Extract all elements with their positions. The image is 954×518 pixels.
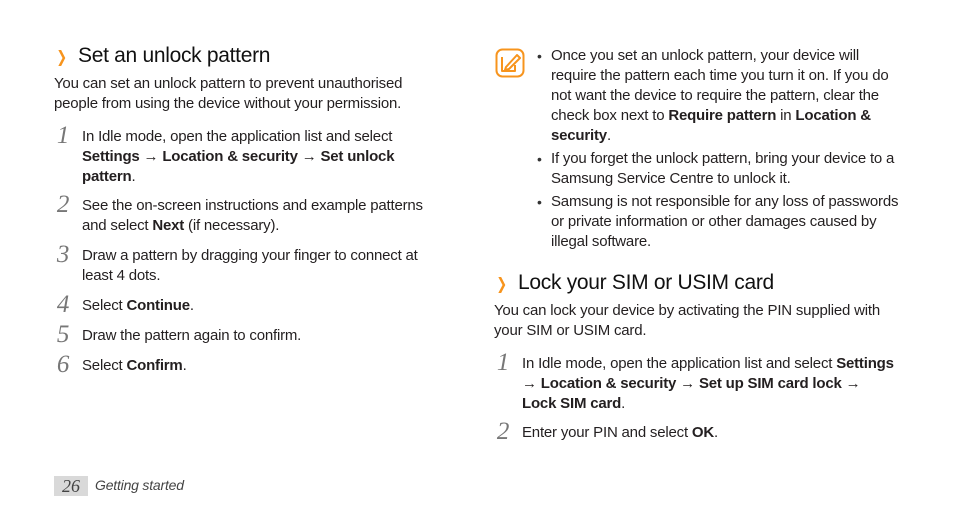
- bullet-dot-icon: •: [537, 48, 542, 64]
- step-number: 1: [496, 349, 510, 376]
- step-item: [496, 349, 894, 414]
- step-text: In Idle mode, open the application list and select Settings → Location & security → Set up SIM card lock → Lock SIM card.: [522, 355, 894, 412]
- step-number: 4: [56, 291, 70, 318]
- step-text: In Idle mode, open the application list and select Settings → Location & security → Set unlock pattern.: [82, 128, 395, 185]
- step-item: [56, 241, 450, 286]
- step-number: 6: [56, 351, 70, 378]
- note-list: [537, 46, 907, 252]
- step-item: [56, 122, 450, 187]
- step-item: [56, 191, 450, 236]
- note-pencil-icon: [495, 48, 525, 78]
- step-item: [56, 351, 450, 378]
- step-item: [56, 291, 450, 318]
- chevron-right-icon: ❯: [56, 49, 67, 66]
- step-number: 2: [56, 191, 70, 218]
- section-intro: You can set an unlock pattern to prevent unauthorised people from using the device without your permission.: [54, 75, 403, 112]
- footer-section-label: Getting started: [95, 477, 184, 493]
- step-number: 3: [56, 241, 70, 268]
- step-number: 2: [496, 418, 510, 445]
- note-bullet: • If you forget the unlock pattern, bring your device to a Samsung Service Centre to unlock it.: [537, 150, 895, 187]
- section-heading-unlock-pattern: ❯ Set an unlock pattern: [56, 44, 271, 67]
- step-item: [56, 321, 450, 348]
- note-bullet: • Once you set an unlock pattern, your device will require the pattern each time you turn it on. If you do not want the device to require the pattern, clear the check box next to Require pattern in Location & security.: [537, 47, 889, 144]
- section-heading-sim-lock: ❯ Lock your SIM or USIM card: [496, 271, 774, 294]
- step-number: 5: [56, 321, 70, 348]
- step-item: [496, 418, 894, 445]
- step-text: Draw a pattern by dragging your finger to connect at least 4 dots.: [82, 247, 418, 284]
- bullet-dot-icon: •: [537, 194, 542, 210]
- step-text: Enter your PIN and select OK.: [522, 424, 718, 441]
- section-intro: You can lock your device by activating the PIN supplied with your SIM or USIM card.: [494, 302, 881, 339]
- note-bullet: • Samsung is not responsible for any loss of passwords or private information or other damages caused by illegal software.: [537, 193, 899, 250]
- chevron-right-icon: ❯: [496, 276, 507, 293]
- bullet-dot-icon: •: [537, 151, 542, 167]
- step-text: Select Continue.: [82, 297, 194, 314]
- step-text: See the on-screen instructions and example patterns and select Next (if necessary).: [82, 197, 423, 234]
- page-number: 26: [54, 476, 88, 496]
- step-text: Select Confirm.: [82, 357, 187, 374]
- step-text: Draw the pattern again to confirm.: [82, 327, 302, 344]
- step-number: 1: [56, 122, 70, 149]
